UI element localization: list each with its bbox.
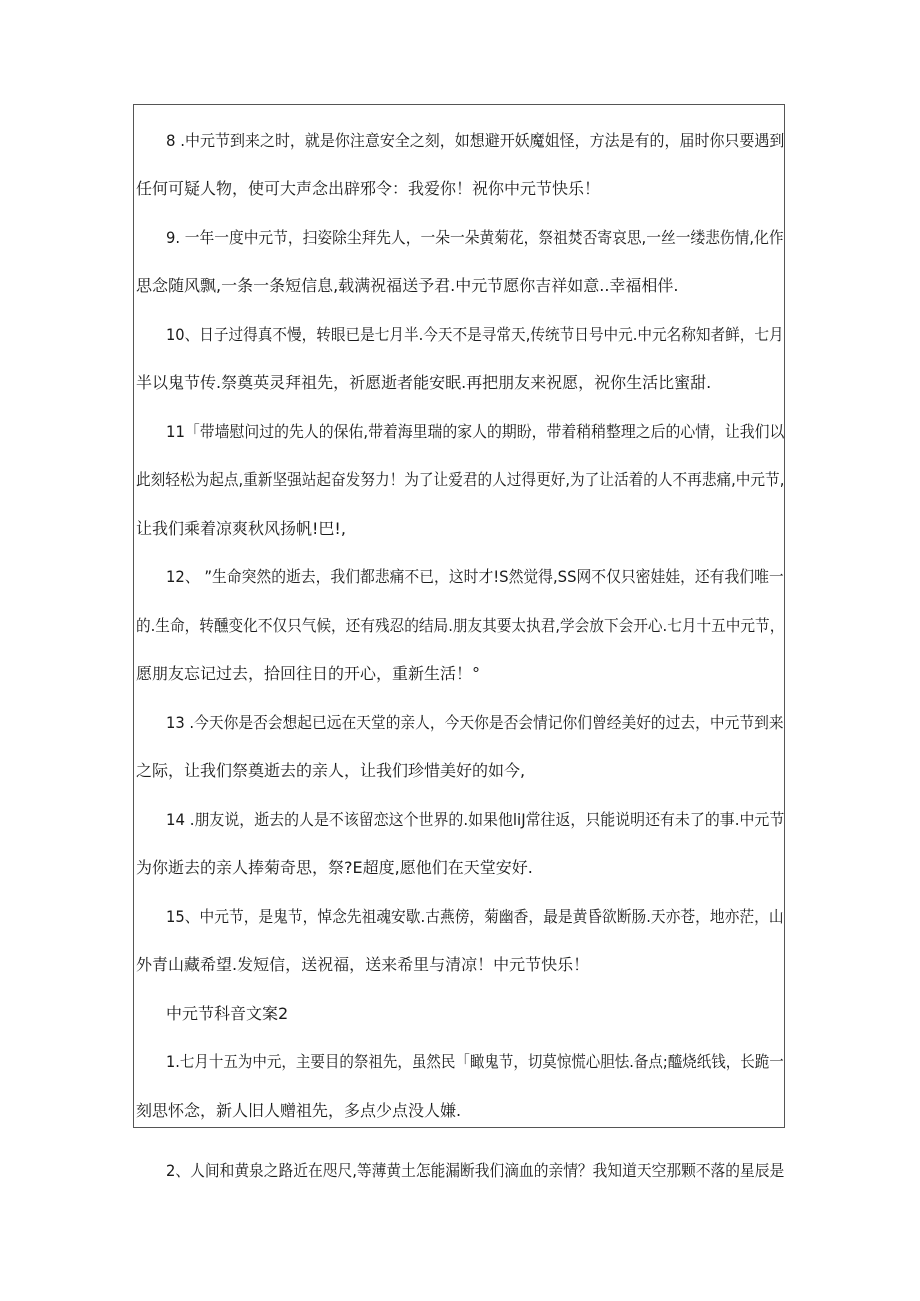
paragraph-14-line-2: 为你逝去的亲人捧菊奇思，祭?E超度,愿他们在天堂安好. xyxy=(136,858,533,877)
paragraph-13-line-1: 13 .今天你是否会想起已远在天堂的亲人，今天你是否会情记你们曾经美好的过去，中元节到来 xyxy=(166,713,784,732)
paragraph-12-line-3: 愿朋友忘记过去，拾回往日的开心，重新生活！° xyxy=(136,664,481,683)
paragraph-after-frame: 2、人间和黄泉之路近在咫尺,等薄黄土怎能漏断我们滴血的亲情？我知道天空那颗不落的星辰是 xyxy=(166,1161,785,1180)
section-heading: 中元节科音文案2 xyxy=(166,1004,289,1023)
section-item-1-line-2: 刻思怀念，新人旧人赠祖先，多点少点没人嫌. xyxy=(136,1101,462,1120)
paragraph-12-line-1: 12、 ”生命突然的逝去，我们都悲痛不已，这时才!S然觉得,SS网不仅只密娃娃，还有我们唯一 xyxy=(166,567,784,586)
section-item-1-line-1: 1.七月十五为中元，主要目的祭祖先，虽然民「瞰鬼节，切莫惊慌心胆怯.备点;醯烧纸钱，长跪一 xyxy=(166,1052,784,1071)
paragraph-14-line-1: 14 .朋友说，逝去的人是不该留恋这个世界的.如果他liJ常往返，只能说明还有未了的事.中元节 xyxy=(166,810,785,829)
paragraph-11-line-2: 此刻轻松为起点,重新坚强站起奋发努力！为了让爱君的人过得更好,为了让活着的人不再悲痛,中元节, xyxy=(136,470,785,489)
paragraph-13-line-2: 之际，让我们祭奠逝去的亲人，让我们珍惜美好的如今, xyxy=(136,761,526,780)
paragraph-15-line-2: 外青山藏希望.发短信，送祝福，送来希里与清凉！中元节快乐！ xyxy=(136,955,590,974)
paragraph-15-line-1: 15、中元节，是鬼节，悼念先祖魂安歇.古燕傍，菊幽香，最是黄昏欲断肠.天亦苍，地亦茫，山 xyxy=(166,907,784,926)
paragraph-9-line-1: 9. 一年一度中元节，扫姿除尘拜先人，一朵一朵黄菊花，祭祖焚否寄哀思,一丝一缕悲伤情,化作 xyxy=(166,228,784,247)
paragraph-12-line-2: 的.生命，转醺变化不仅只气候，还有残忍的结局.朋友其要太执君,学会放下会开心.七月十五中元节， xyxy=(136,616,785,635)
paragraph-10-line-2: 半以鬼节传.祭奠英灵拜祖先，祈愿逝者能安眠.再把朋友来祝愿，祝你生活比蜜甜. xyxy=(136,373,712,392)
paragraph-11-line-3: 让我们乘着凉爽秋风扬帆!巴!, xyxy=(136,519,346,538)
paragraph-8-line-2: 任何可疑人物，使可大声念出辟邪令：我爱你！祝你中元节快乐！ xyxy=(136,179,601,198)
paragraph-10-line-1: 10、日子过得真不慢，转眼已是七月半.今天不是寻常天,传统节日号中元.中元名称知者鲜，七月 xyxy=(166,325,784,344)
paragraph-9-line-2: 思念随风飘,一条一条短信息,载满祝福送予君.中元节愿你吉祥如意..幸福相伴. xyxy=(136,276,679,295)
paragraph-8-line-1: 8 .中元节到来之时，就是你注意安全之刻，如想避开妖魔姐怪，方法是有的，届时你只要遇到 xyxy=(166,131,785,150)
paragraph-11-line-1: 11「带墙慰问过的先人的保佑,带着海里瑞的家人的期盼，带着稍稍整理之后的心情，让我们以 xyxy=(166,422,785,441)
